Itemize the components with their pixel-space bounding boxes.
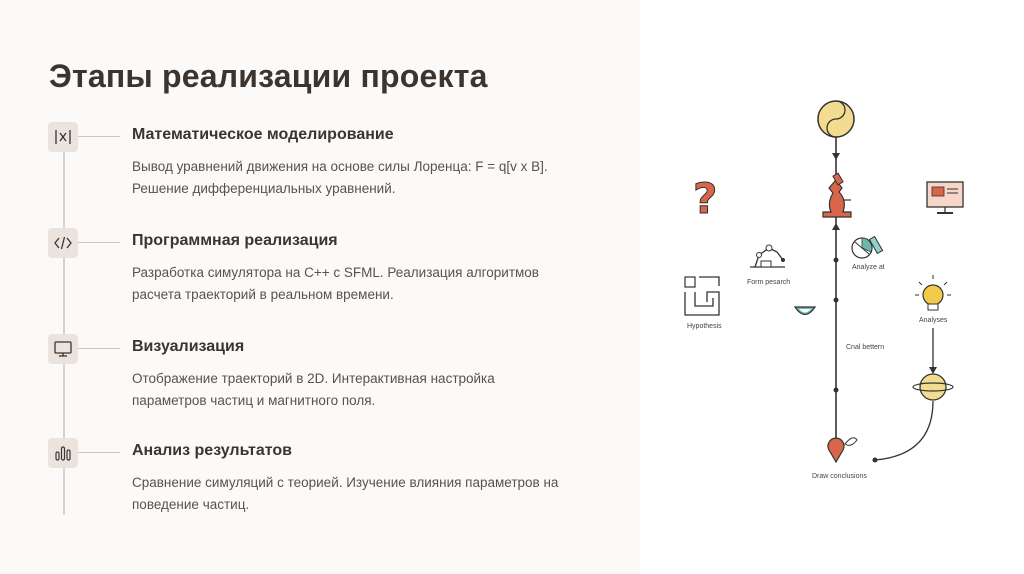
step-title: Анализ результатов	[132, 442, 292, 459]
flow-dot	[834, 298, 839, 303]
close-box-icon	[48, 122, 78, 152]
bar-chart-icon	[48, 438, 78, 468]
step-description-line: Сравнение симуляций с теорией. Изучение влияния параметров на	[132, 475, 559, 490]
svg-text:?: ?	[693, 174, 718, 223]
step-description	[132, 156, 602, 200]
step-description	[132, 262, 602, 306]
step-description	[132, 472, 602, 516]
step-title: Программная реализация	[132, 232, 338, 249]
feedback-curve	[875, 401, 933, 460]
bowl-icon	[795, 307, 815, 315]
step-programming	[0, 228, 640, 328]
step-description-line: Отображение траекторий в 2D. Интерактивная настройка	[132, 371, 495, 386]
flow-dot	[834, 388, 839, 393]
step-description-line: поведение частиц.	[132, 497, 250, 512]
monitor-chart-icon	[927, 182, 963, 213]
step-visualization	[0, 334, 640, 434]
light-bulb-icon	[915, 275, 951, 310]
step-title: Математическое моделирование	[132, 126, 394, 143]
page-title: Этапы реализации проекта	[49, 58, 488, 94]
maze-icon	[685, 277, 719, 315]
step-connector	[78, 136, 120, 137]
microscope-icon	[823, 173, 851, 217]
scientific-method-diagram	[655, 70, 995, 510]
question-mark-icon	[693, 174, 717, 223]
planet-icon	[913, 374, 953, 400]
flow-dot	[834, 258, 839, 263]
step-connector	[78, 348, 120, 349]
monitor-icon	[48, 334, 78, 364]
robot-arm-icon	[750, 245, 785, 267]
step-description-line: расчета траекторий в реальном времени.	[132, 287, 394, 302]
step-description-line: Разработка симулятора на C++ с SFML. Реализация алгоритмов	[132, 265, 539, 280]
analyze-label: Analyze at	[852, 264, 885, 271]
step-modeling	[0, 122, 640, 222]
code-icon	[48, 228, 78, 258]
step-description-line: Вывод уравнений движения на основе силы Лоренца: F = q[v x B].	[132, 159, 548, 174]
form-research-label: Form pesarch	[747, 279, 791, 286]
step-description	[132, 368, 602, 412]
step-description-line: Решение дифференциальных уравнений.	[132, 181, 396, 196]
step-connector	[78, 242, 120, 243]
step-connector	[78, 452, 120, 453]
cnal-label: Cnal bettern	[846, 344, 885, 351]
step-title: Визуализация	[132, 338, 245, 355]
step-description-line: параметров частиц и магнитного поля.	[132, 393, 376, 408]
step-analysis	[0, 438, 640, 538]
analysis-tools-icon	[852, 237, 883, 258]
hypothesis-label: Hypothesis	[687, 323, 722, 330]
yin-yang-icon	[818, 101, 854, 137]
analyses-label: Analyses	[919, 317, 948, 324]
location-pin-icon	[828, 438, 857, 462]
draw-conclusions-label: Draw conclusions	[812, 473, 867, 480]
